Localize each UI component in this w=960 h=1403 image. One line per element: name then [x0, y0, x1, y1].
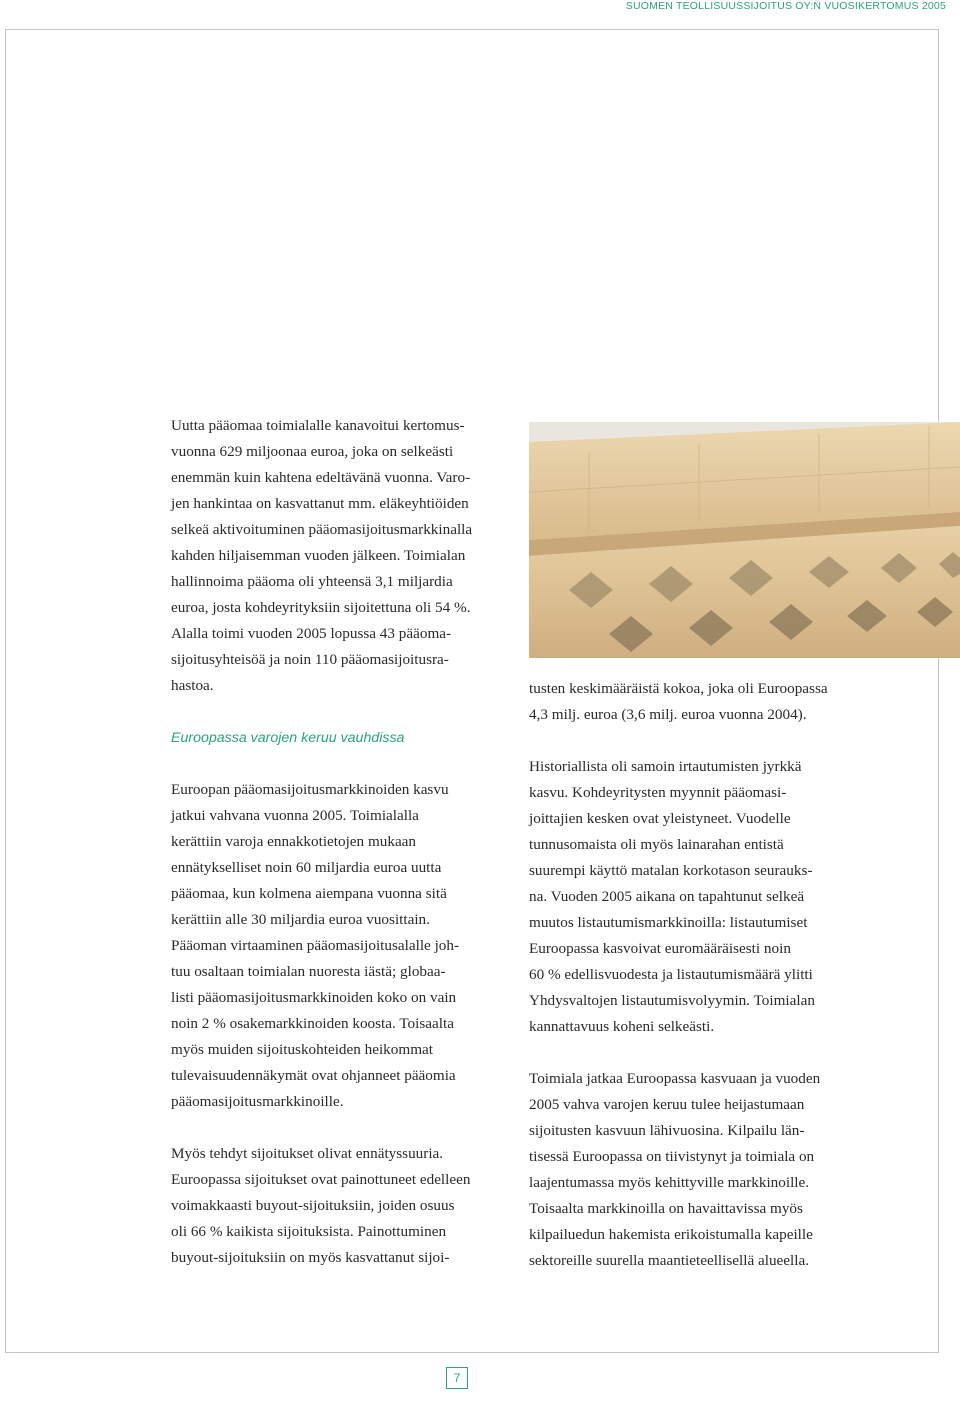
text-line: vuonna 629 miljoonaa euroa, joka on selkeästi: [171, 443, 454, 460]
text-line: hallinnoima pääoma oli yhteensä 3,1 miljardia: [171, 573, 453, 590]
paragraph-europe: [171, 777, 519, 1115]
text-line: oli 66 % kaikista sijoituksista. Painottuminen: [171, 1223, 447, 1240]
text-line: 60 % edellisvuodesta ja listautumismäärä ylitti: [529, 966, 813, 983]
text-line: kilpailuedun hakemista erikoistumalla kapeille: [529, 1226, 813, 1243]
text-line: tunnusomaista oli myös lainarahan entistä: [529, 836, 784, 853]
text-line: hastoa.: [171, 677, 214, 694]
report-header-title: SUOMEN TEOLLISUUSSIJOITUS OY:N VUOSIKERTOMUS 2005: [625, 0, 946, 12]
paragraph-intro: [171, 413, 519, 699]
text-line: sektoreille suurella maantieteellisellä alueella.: [529, 1252, 809, 1269]
text-line: na. Vuoden 2005 aikana on tapahtunut selkeä: [529, 888, 805, 905]
text-line: Euroopan pääomasijoitusmarkkinoiden kasvu: [171, 781, 449, 798]
text-line: Myös tehdyt sijoitukset olivat ennätyssuuria.: [171, 1145, 444, 1162]
text-line: laajentumassa myös kehittyville markkinoille.: [529, 1174, 810, 1191]
text-line: pääomasijoitusmarkkinoille.: [171, 1093, 344, 1110]
text-line: listi pääomasijoitusmarkkinoiden koko on vain: [171, 989, 457, 1006]
text-line: tusten keskimääräistä kokoa, joka oli Euroopassa: [529, 680, 828, 697]
text-line: Euroopassa kasvoivat euromääräisesti noin: [529, 940, 791, 957]
text-line: tisessä Euroopassa on tiivistynyt ja toimiala on: [529, 1148, 815, 1165]
text-line: jatkui vahvana vuonna 2005. Toimialalla: [171, 807, 419, 824]
text-line: enemmän kuin kahtena edeltävänä vuonna. Varo-: [171, 469, 471, 486]
text-line: Historiallista oli samoin irtautumisten jyrkkä: [529, 758, 802, 775]
text-line: euroa, josta kohdeyrityksiin sijoitettuna oli 54 %.: [171, 599, 471, 616]
text-line: kannattavuus koheni selkeästi.: [529, 1018, 715, 1035]
text-line: tuu osaltaan toimialan nuoresta iästä; globaa-: [171, 963, 446, 980]
text-line: jen hankintaa on kasvattanut mm. eläkeyhtiöiden: [171, 495, 469, 512]
paragraph-outlook: [529, 1066, 877, 1274]
text-line: selkeä aktivoituminen pääomasijoitusmarkkinalla: [171, 521, 473, 538]
text-line: Toimiala jatkaa Euroopassa kasvuaan ja vuoden: [529, 1070, 821, 1087]
balustrade-illustration: [529, 422, 960, 658]
text-line: kerättiin alle 30 miljardia euroa vuosittain.: [171, 911, 430, 928]
text-line: Alalla toimi vuoden 2005 lopussa 43 pääoma-: [171, 625, 452, 642]
paragraph-investments: [171, 1141, 519, 1271]
text-line: sijoitusten kasvuun lähivuosina. Kilpailu län-: [529, 1122, 805, 1139]
text-line: kerättiin varoja ennakkotietojen mukaan: [171, 833, 417, 850]
balustrade-photo: [529, 422, 960, 658]
text-line: Euroopassa sijoitukset ovat painottuneet edelleen: [171, 1171, 471, 1188]
text-line: myös muiden sijoituskohteiden heikommat: [171, 1041, 433, 1058]
text-line: 2005 vahva varojen keruu tulee heijastumaan: [529, 1096, 805, 1113]
text-line: kahden hiljaisemman vuoden jälkeen. Toimialan: [171, 547, 466, 564]
right-column: [529, 676, 877, 1274]
text-line: suurempi käyttö matalan korkotason seurauks-: [529, 862, 813, 879]
text-line: sijoitusyhteisöä ja noin 110 pääomasijoitusra-: [171, 651, 449, 668]
text-line: Pääoman virtaaminen pääomasijoitusalalle joh-: [171, 937, 460, 954]
text-line: Toisaalta markkinoilla on havaittavissa myös: [529, 1200, 803, 1217]
text-line: tulevaisuudennäkymät ovat ohjanneet pääomia: [171, 1067, 456, 1084]
text-line: Yhdysvaltojen listautumisvolyymin. Toimialan: [529, 992, 815, 1009]
paragraph-continued: [529, 676, 877, 728]
text-line: buyout-sijoituksiin on myös kasvattanut sijoi-: [171, 1249, 450, 1266]
text-line: noin 2 % osakemarkkinoiden koosta. Toisaalta: [171, 1015, 454, 1032]
left-column: [171, 413, 519, 1271]
page-number: 7: [446, 1367, 468, 1389]
text-line: joittajien kesken ovat yleistyneet. Vuodelle: [529, 810, 791, 827]
text-line: 4,3 milj. euroa (3,6 milj. euroa vuonna 2004).: [529, 706, 807, 723]
text-line: kasvu. Kohdeyritysten myynnit pääomasi-: [529, 784, 787, 801]
text-line: voimakkaasti buyout-sijoituksiin, joiden osuus: [171, 1197, 455, 1214]
section-subheading: Euroopassa varojen keruu vauhdissa: [171, 730, 405, 746]
text-line: Uutta pääomaa toimialalle kanavoitui kertomus-: [171, 417, 465, 434]
text-line: pääomaa, kun kolmena aiempana vuonna sitä: [171, 885, 447, 902]
paragraph-exits: [529, 754, 877, 1040]
text-line: muutos listautumismarkkinoilla: listautumiset: [529, 914, 808, 931]
text-line: ennätykselliset noin 60 miljardia euroa uutta: [171, 859, 442, 876]
